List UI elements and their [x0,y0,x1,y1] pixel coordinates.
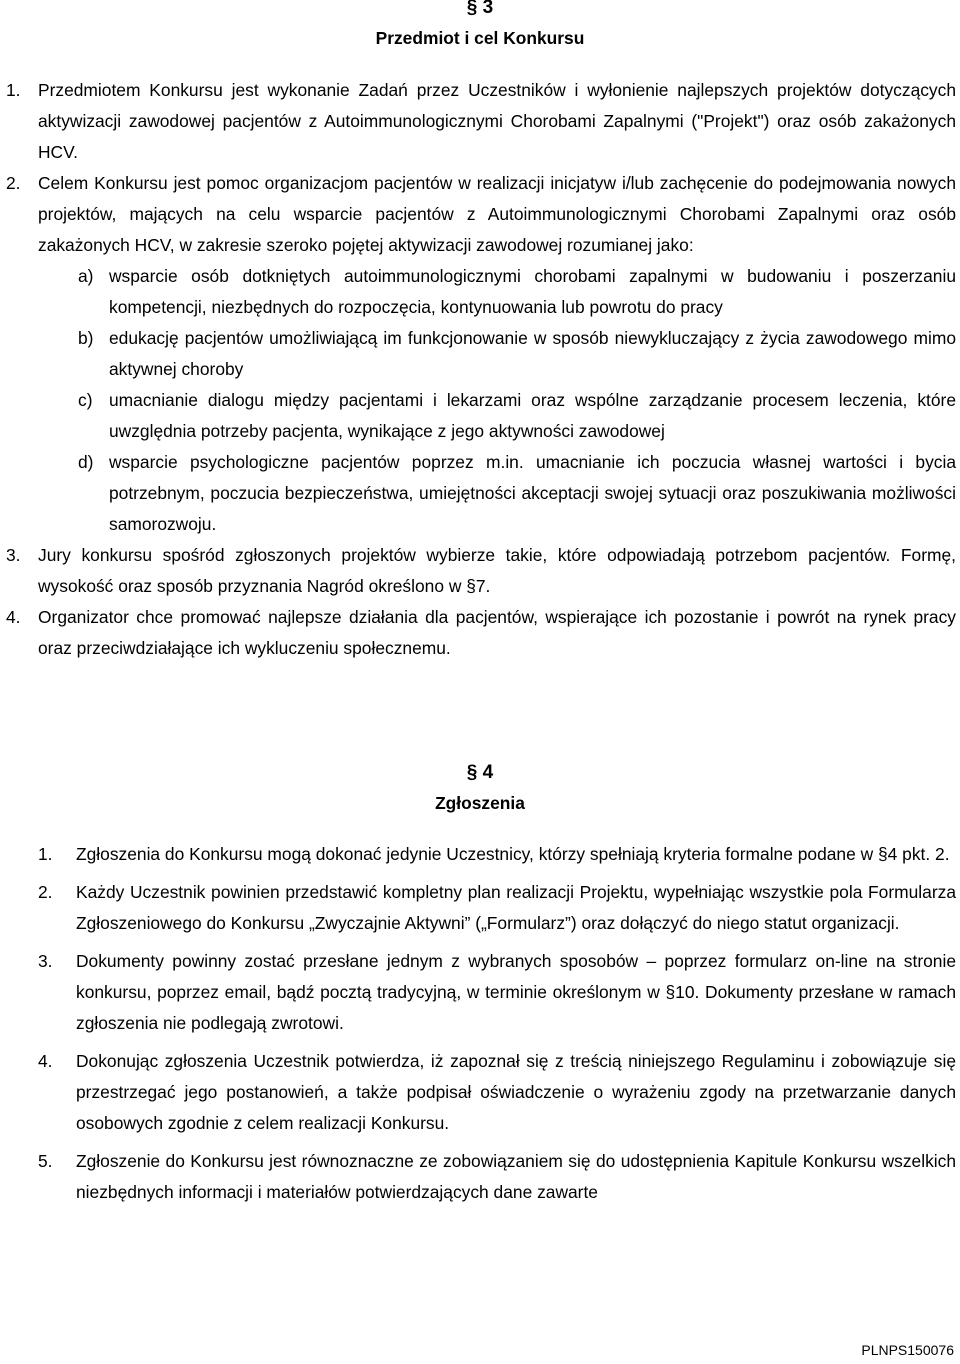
sub-item-text: umacnianie dialogu między pacjentami i lekarzami oraz wspólne zarządzanie procesem leczenia, które uwzględnia potrzeby pacjenta, wynikające z jego aktywności zawodowej [109,390,956,441]
item-number: 1. [6,80,21,100]
document-code: PLNPS150076 [861,1342,954,1358]
item-number: 3. [38,951,53,971]
sub-item-letter: b) [78,328,94,348]
section-3-list [6,75,956,664]
item-text: Organizator chce promować najlepsze działania dla pacjentów, wspierające ich pozostanie i powrót na rynek pracy oraz przeciwdziałające ich wykluczeniu społecznemu. [38,607,956,658]
item-number: 4. [6,607,21,627]
item-number: 2. [38,882,53,902]
sub-item [6,261,956,323]
sub-item [6,447,956,540]
sub-item-letter: c) [78,390,93,410]
list-item [38,1146,956,1208]
item-number: 5. [38,1151,53,1171]
item-text: Dokonując zgłoszenia Uczestnik potwierdza, iż zapoznał się z treścią niniejszego Regulaminu i zobowiązuje się przestrzegać jego postanowień, a także podpisał oświadczenie o wyrażeniu zgody na przetwarzanie danych osobowych zgodnie z celem realizacji Konkursu. [76,1051,956,1133]
list-item [38,877,956,939]
item-text: Dokumenty powinny zostać przesłane jednym z wybranych sposobów – poprzez formularz on-line na stronie konkursu, poprzez email, bądź pocztą tradycyjną, w terminie określonym w §10. Dokumenty przesłane w ramach zgłoszenia nie podlegają zwrotowi. [76,951,956,1033]
item-text: Każdy Uczestnik powinien przedstawić kompletny plan realizacji Projektu, wypełniając wszystkie pola Formularza Zgłoszeniowego do Konkursu „Zwyczajnie Aktywni” („Formularz”) oraz dołączyć do niego statut organizacji. [76,882,956,933]
sub-item-letter: d) [78,452,94,472]
sub-item-text: wsparcie psychologiczne pacjentów poprzez m.in. umacnianie ich poczucia własnej wartości i bycia potrzebnym, poczucia bezpieczeństwa, umiejętności akceptacji swojej sytuacji oraz poszukiwania możliwości samorozwoju. [109,452,956,534]
section-4-heading [0,757,960,819]
list-item [38,946,956,1039]
section-4-list [38,839,956,1208]
list-item [6,168,956,540]
item-number: 1. [38,844,53,864]
section-3-heading [0,0,960,54]
sub-item [6,385,956,447]
section-3-sign: § 3 [466,0,494,18]
section-4-sign: § 4 [466,762,494,783]
item-text: Jury konkursu spośród zgłoszonych projektów wybierze takie, które odpowiadają potrzebom pacjentów. Formę, wysokość oraz sposób przyznania Nagród określono w §7. [38,545,956,596]
sub-item-text: edukację pacjentów umożliwiającą im funkcjonowanie w sposób niewykluczający z życia zawodowego mimo aktywnej choroby [109,328,956,379]
list-item [38,839,956,870]
item-number: 4. [38,1051,53,1071]
section-4-title: Zgłoszenia [435,793,525,813]
sub-item-letter: a) [78,266,94,286]
section-3-title: Przedmiot i cel Konkursu [375,28,585,48]
item-text: Zgłoszenie do Konkursu jest równoznaczne ze zobowiązaniem się do udostępnienia Kapitule Konkursu wszelkich niezbędnych informacji i materiałów potwierdzających dane zawarte [76,1151,956,1202]
item-text: Zgłoszenia do Konkursu mogą dokonać jedynie Uczestnicy, którzy spełniają kryteria formalne podane w §4 pkt. 2. [76,844,950,864]
item-number: 2. [6,173,21,193]
list-item [6,540,956,602]
sub-item-text: wsparcie osób dotkniętych autoimmunologicznymi chorobami zapalnymi w budowaniu i poszerzaniu kompetencji, niezbędnych do rozpoczęcia, kontynuowania lub powrotu do pracy [109,266,956,317]
sub-item [6,323,956,385]
list-item [38,1046,956,1139]
list-item [6,75,956,168]
item-number: 3. [6,545,21,565]
list-item [6,602,956,664]
item-text: Przedmiotem Konkursu jest wykonanie Zadań przez Uczestników i wyłonienie najlepszych projektów dotyczących aktywizacji zawodowej pacjentów z Autoimmunologicznymi Chorobami Zapalnymi ("Projekt") oraz osób zakażonych HCV. [38,80,956,162]
item-text: Celem Konkursu jest pomoc organizacjom pacjentów w realizacji inicjatyw i/lub zachęcenie do podejmowania nowych projektów, mających na celu wsparcie pacjentów z Autoimmunologicznymi Chorobami Zapalnymi oraz osób zakażonych HCV, w zakresie szeroko pojętej aktywizacji zawodowej rozumianej jako: [38,173,956,255]
